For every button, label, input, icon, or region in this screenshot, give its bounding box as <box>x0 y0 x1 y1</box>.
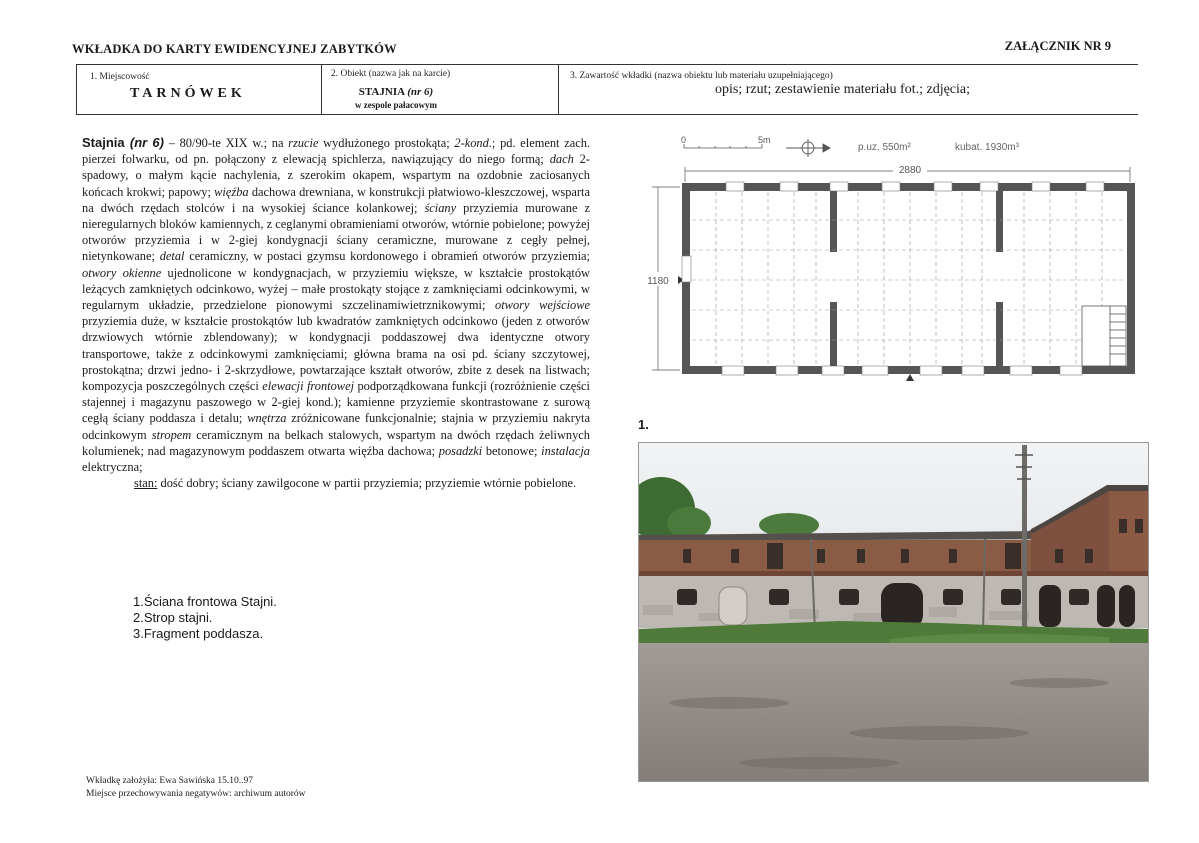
stable-photo <box>638 442 1149 782</box>
blind-door <box>719 587 747 625</box>
floor-plan-svg <box>630 130 1150 390</box>
cornice <box>639 571 1149 576</box>
card-title: WKŁADKA DO KARTY EWIDENCYJNEJ ZABYTKÓW <box>72 42 397 56</box>
object-name-text: STAJNIA <box>358 86 405 98</box>
volume-text: kubat. 1930m³ <box>955 142 1019 153</box>
negatives-line: Miejsce przechowywania negatywów: archiwum autorów <box>86 789 306 799</box>
object-number: (nr 6) <box>407 86 434 98</box>
length-dim-label: 2880 <box>898 165 922 176</box>
description-paragraph: Stajnia (nr 6) – 80/90-te XIX w.; na rzucie wydłużonego prostokąta; 2-kond.; pd. element zach. pierzei folwarku, od pn. połączony z elewacją spichlerza, nawiązujący do niego formą; dach 2-spadowy, o małym kącie nachylenia, z szerokim okapem, wspartym na ozdobnie zaciosanych końcach krokwi; papowy; więźba dachowa drewniana, w konstrukcji płatwiowo-kleszczowej, wsparta na dwóch rzędach stolców i na wysokiej ściance kolankowej; ściany przyziemia murowane z nieregularnych bloków kamiennych, z ceglanymi obramieniami otworów, wtórnie pobielone; powyżej otworów przyziemia i w 2-giej kondygnacji ściany ceramiczne, murowane z cegły pełnej, nietynkowane; detal ceramiczny, w postaci gzymsu kordonowego i obramień otworów przyziemia; otwory okienne ujednolicone w kondygnacjach, w przyziemiu większe, w kształcie prostokątów leżących zamkniętych odcinkowo, wyżej – małe prostokąty stojące z zamknięciami odcinkowymi, w regularnym układzie, przedzielone pionowymi szczelinamiwietrznikowymi; otwory wejściowe przyziemia duże, w kształcie prostokątów lub kwadratów zamkniętych odcinkowo (jeden z otworów drzwiowych wtórnie zblendowany); w kondygnacji poddaszowej dwa identyczne otwory transportowe, także z odcinkowymi zamknięciami; główna brama na osi pd. ściany szczytowej, prostokątna; drzwi jedno- i 2-skrzydłowe, powtarzające kształt otworów, zbite z desek na listwach; kompozycja poszczególnych części elewacji frontowej podporządkowana funkcji (rozróżnienie części stajennej i magazynu paszowego w 2-giej kond.); kamienne przyziemie skontrastowane z surową cegłą ściany poddasza i detalu; wnętrza zróżnicowane funkcjonalnie; stajnia w przyziemiu nakryta odcinkowym stropem ceramicznym na belkach stalowych, wspartym na dwóch rzędach żeliwnych kolumienek; nad magazynowym poddaszem otwarta więźba dachowa; posadzki betonowe; instalacja elektryczna; <box>82 135 591 475</box>
description-text <box>82 135 590 491</box>
building-outline <box>686 187 1131 370</box>
table-divider-1 <box>76 64 77 114</box>
area-text: p.uz. 550m² <box>858 142 911 153</box>
gate-arrow-icon <box>906 374 914 381</box>
beam-grid <box>692 192 1126 365</box>
photo-number: 1. <box>638 417 649 432</box>
door <box>1039 585 1061 627</box>
scale-bar <box>684 144 762 148</box>
object-name <box>326 86 466 98</box>
table-divider-2 <box>321 64 322 114</box>
staircase <box>1082 306 1126 366</box>
place-value: TARNÓWEK <box>130 86 246 101</box>
state-paragraph <box>82 475 590 491</box>
stable-photo-svg <box>639 443 1149 782</box>
door <box>1097 585 1115 627</box>
photo-list-item: 2.Strop stajni. <box>133 610 213 625</box>
scale-zero: 0 <box>681 135 687 145</box>
contents-value: opis; rzut; zestawienie materiału fot.; zdjęcia; <box>715 82 971 97</box>
width-dim-label: 1180 <box>647 276 669 287</box>
table-bottom-rule <box>76 114 1138 115</box>
object-subtitle: w zespole pałacowym <box>355 100 437 110</box>
photo-list <box>133 594 277 642</box>
footer <box>86 775 305 801</box>
left-door-opening <box>682 256 691 282</box>
tree <box>667 507 711 539</box>
author-line: Wkładkę założyła: Ewa Sawińska 15.10..97 <box>86 776 253 786</box>
door <box>1119 585 1135 627</box>
object-label: 2. Obiekt (nazwa jak na karcie) <box>331 69 451 79</box>
partition-door <box>830 252 837 302</box>
scale-end: 5m <box>758 135 771 145</box>
contents-label: 3. Zawartość wkładki (nazwa obiektu lub materiału uzupełniającego) <box>570 71 833 81</box>
place-label: 1. Miejscowość <box>90 72 150 82</box>
partition-door <box>996 252 1003 302</box>
floor-plan <box>630 130 1150 390</box>
state-text: dość dobry; ściany zawilgocone w partii przyziemia; przyziemie wtórnie pobielone. <box>160 476 577 491</box>
table-divider-3 <box>558 64 559 114</box>
appendix-number: ZAŁĄCZNIK NR 9 <box>1004 39 1111 53</box>
state-label: stan: <box>134 476 158 491</box>
photo-list-item: 3.Fragment poddasza. <box>133 626 264 641</box>
table-top-rule <box>76 64 1138 65</box>
photo-list-item: 1.Ściana frontowa Stajni. <box>133 594 277 609</box>
utility-pole <box>1022 445 1027 635</box>
north-arrow-icon <box>786 139 830 157</box>
